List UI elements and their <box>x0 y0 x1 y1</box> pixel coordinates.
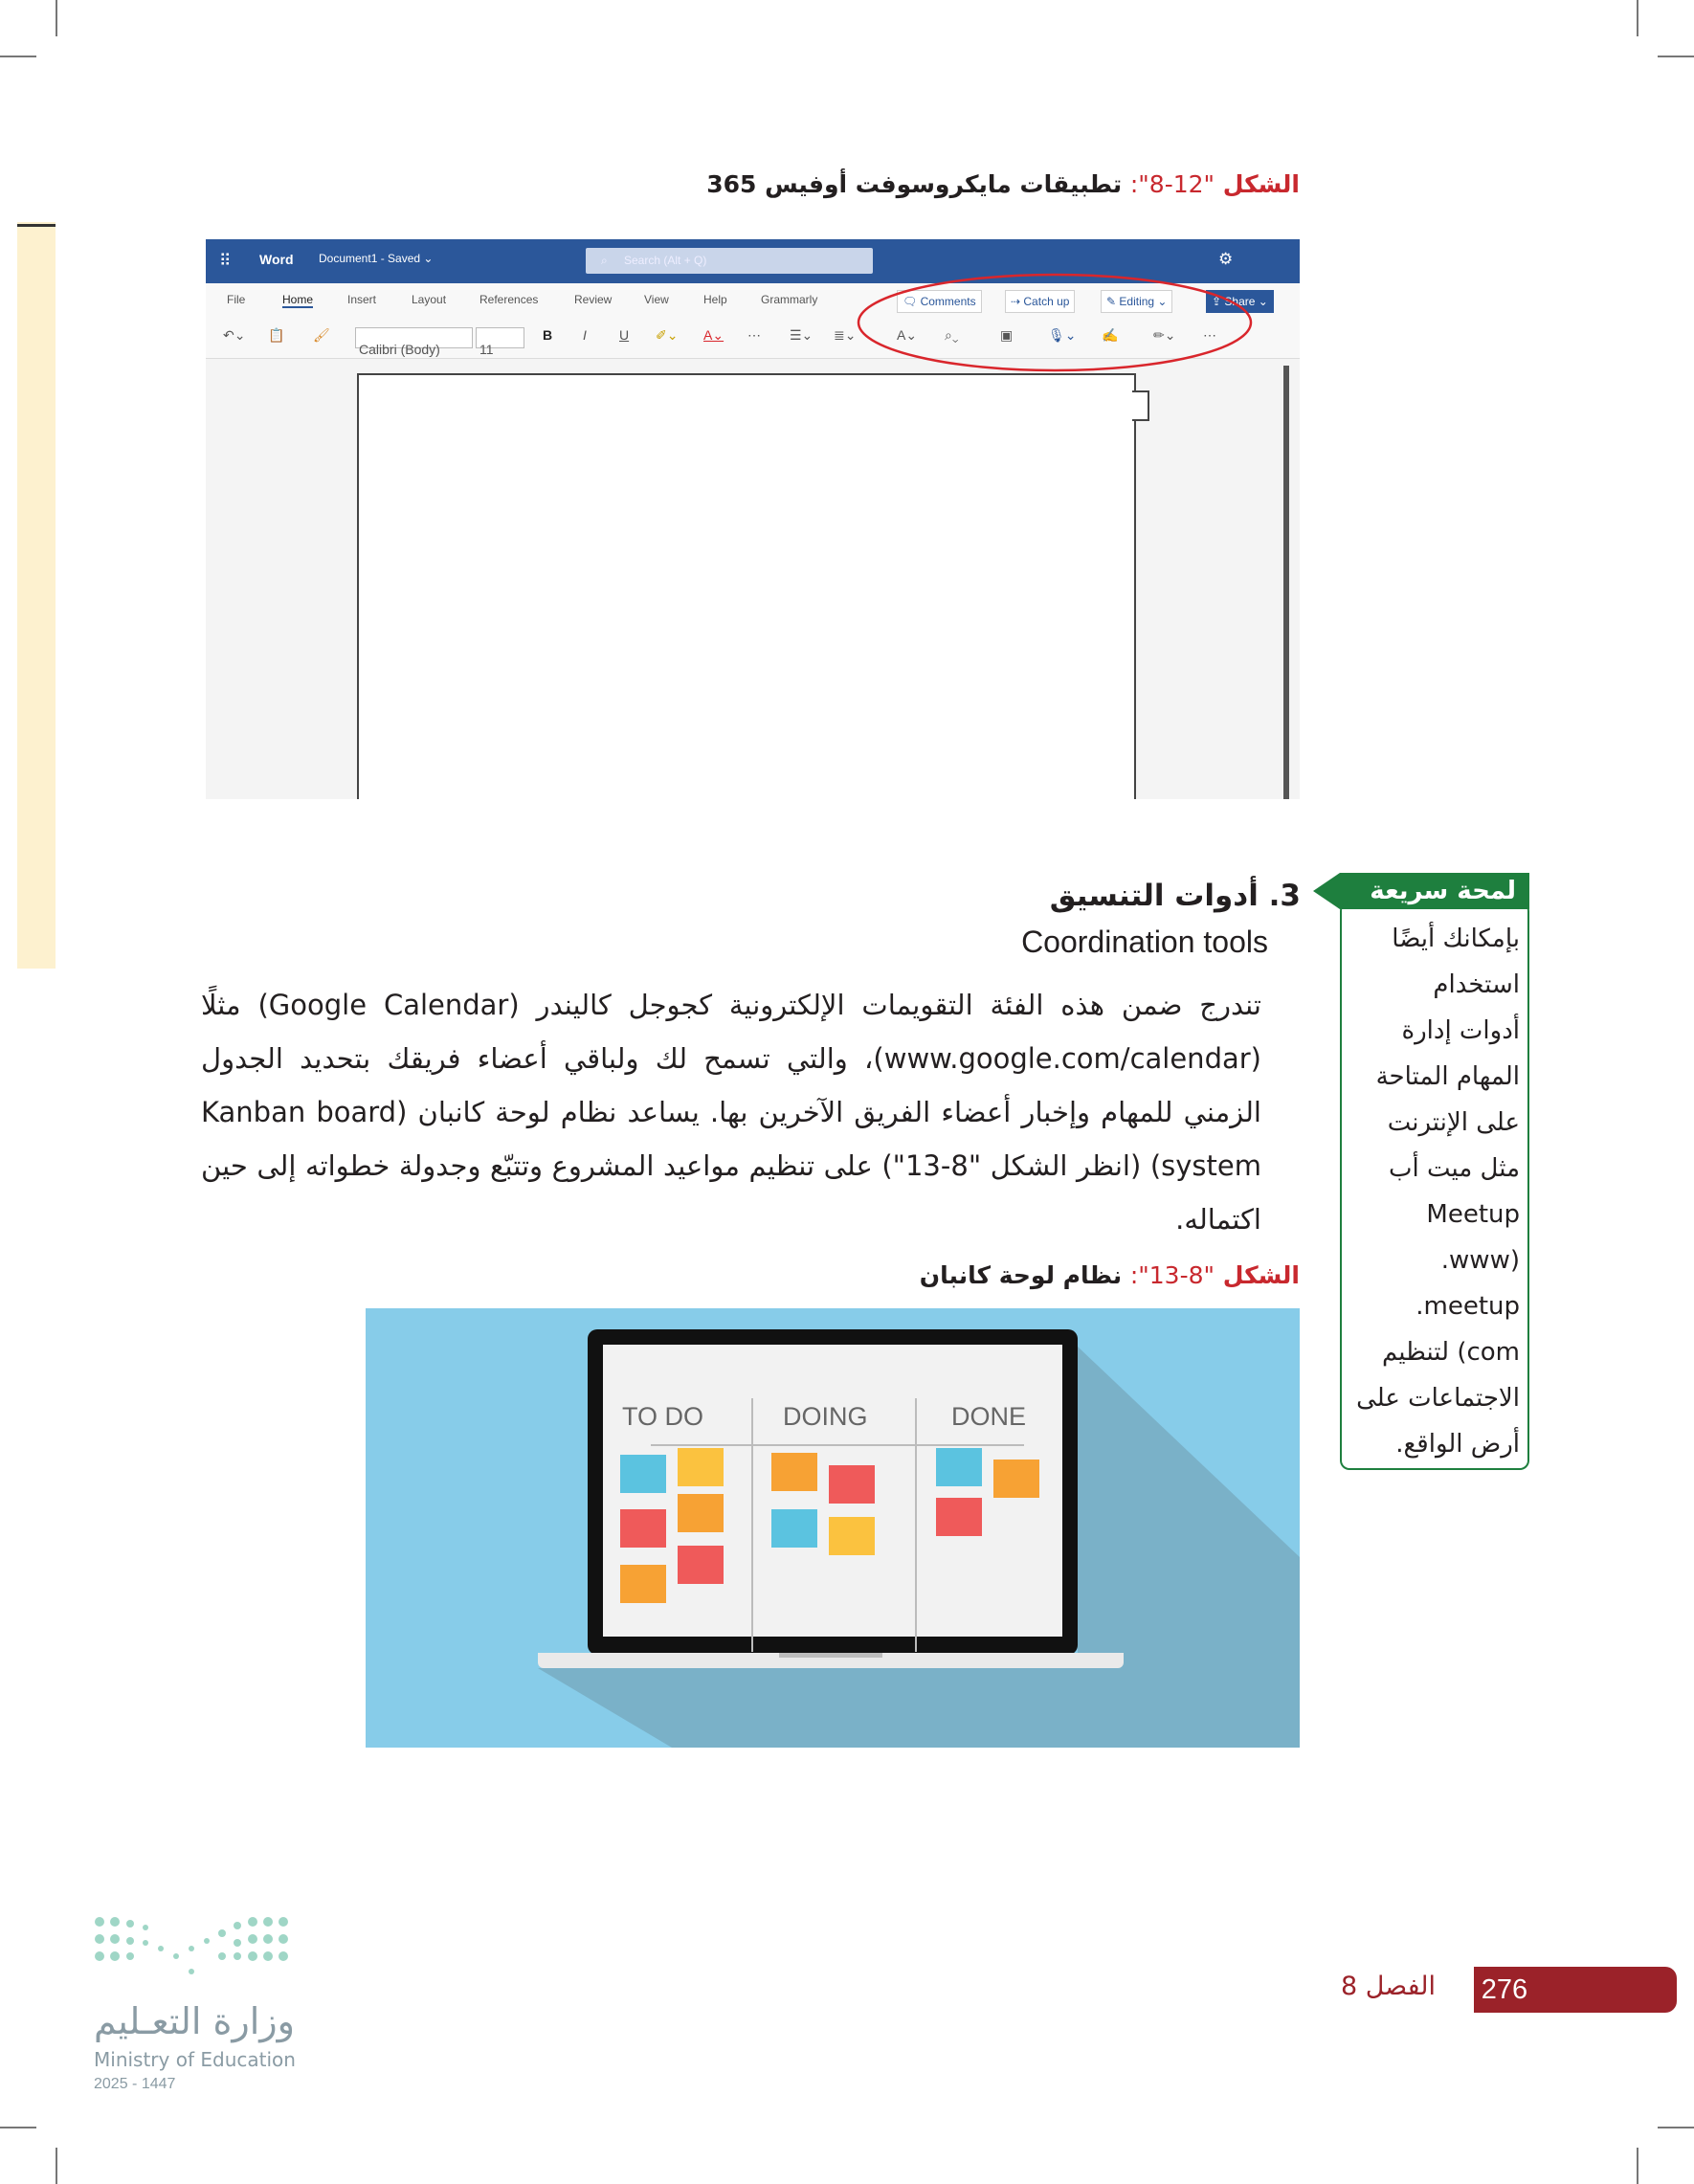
sidenote-line: بإمكانك أيضًا <box>1392 925 1520 953</box>
underline-icon[interactable]: U <box>619 327 630 343</box>
tab-file[interactable]: File <box>227 293 246 306</box>
sticky-note <box>620 1455 666 1493</box>
sidenote-line: أدوات إدارة <box>1401 1016 1520 1045</box>
find-icon[interactable]: ⌕⌄ <box>945 327 959 343</box>
sidenote-title-text: لمحة سريعة <box>1370 877 1516 905</box>
sticky-note <box>993 1460 1039 1498</box>
figure-label: الشكل <box>1222 170 1300 198</box>
sticky-note <box>771 1509 817 1548</box>
body-paragraph <box>201 978 1261 1246</box>
sticky-note <box>620 1509 666 1548</box>
highlight-overlay <box>206 239 1300 799</box>
sticky-note <box>678 1494 724 1532</box>
margin-strip-rule <box>17 224 56 227</box>
dictate-icon[interactable]: ▣ <box>1000 327 1014 343</box>
crop-mark <box>0 56 36 57</box>
ministry-name-ar: وزارة التعـليم <box>94 2000 296 2042</box>
sidenote-line: الاجتماعات على <box>1356 1384 1520 1413</box>
sticky-note <box>771 1453 817 1491</box>
sidenote-line: أرض الواقع. <box>1395 1430 1520 1459</box>
document-name[interactable]: Document1 - Saved ⌄ <box>319 252 434 265</box>
sidenote-line: (www. <box>1440 1246 1520 1275</box>
kanban-divider <box>915 1398 917 1652</box>
kanban-column-done: DONE <box>951 1402 1027 1431</box>
sticky-note <box>678 1448 724 1486</box>
tab-home[interactable]: Home <box>282 293 314 306</box>
comments-label: Comments <box>920 295 976 308</box>
paragraph-line: تندرج ضمن هذه الفئة التقويمات الإلكترونية كجوجل كاليندر (Google Calendar) مثلًا <box>201 989 1262 1021</box>
align-icon[interactable]: ≣⌄ <box>834 327 857 343</box>
share-button[interactable]: ⇪ Share ⌄ <box>1206 290 1274 313</box>
search-placeholder: Search (Alt + Q) <box>624 254 707 267</box>
app-name: Word <box>259 252 294 267</box>
tab-references[interactable]: References <box>479 293 539 306</box>
section-heading-en: Coordination tools <box>1021 925 1268 959</box>
highlight-icon[interactable]: ✐⌄ <box>656 327 679 343</box>
gear-icon[interactable]: ⚙ <box>1218 250 1234 268</box>
figure-number: "8-13": <box>1129 1261 1215 1289</box>
app-launcher-icon[interactable]: ⠿ <box>219 252 232 270</box>
sidenote-line: استخدام <box>1433 970 1520 999</box>
kanban-divider <box>751 1398 753 1652</box>
paragraph-line: (www.google.com/calendar)، والتي تسمح لك ولباقي أعضاء فريقك بتحديد الجدول <box>201 1042 1261 1075</box>
comments-button[interactable]: 🗨 Comments <box>897 290 982 313</box>
editor-icon[interactable]: ✍ <box>1102 327 1119 343</box>
editing-button[interactable]: ✎ Editing ⌄ <box>1101 290 1172 313</box>
ministry-name-en: Ministry of Education <box>94 2048 296 2071</box>
font-name-value: Calibri (Body) <box>359 342 440 357</box>
catch-up-label: Catch up <box>1023 295 1070 308</box>
paragraph-line: system) (انظر الشكل "8-13") على تنظيم مواعيد المشروع وتتبّع وجدولة خطواته إلى حين <box>201 1149 1261 1182</box>
laptop-notch <box>779 1653 882 1658</box>
crop-mark <box>56 2148 57 2184</box>
more-options-icon[interactable]: ⋯ <box>1203 327 1216 343</box>
ministry-logo <box>92 1914 302 1991</box>
format-painter-icon[interactable]: 🖌 <box>313 327 330 343</box>
crop-mark <box>0 2127 36 2128</box>
sidenote-line: meetup. <box>1415 1292 1520 1321</box>
crop-mark <box>1658 56 1694 57</box>
sidenote-line: com) لتنظيم <box>1381 1338 1520 1367</box>
editing-label: Editing ⌄ <box>1119 295 1168 308</box>
sidenote-line: على الإنترنت <box>1387 1108 1520 1137</box>
paragraph-line: الزمني للمهام وإخبار أعضاء الفريق الآخرين بها. يساعد نظام لوحة كانبان (Kanban board <box>201 1096 1261 1128</box>
figure-title: نظام لوحة كانبان <box>919 1261 1123 1289</box>
figure-title: تطبيقات مايكروسوفت أوفيس 365 <box>706 170 1123 198</box>
crop-mark <box>1637 0 1638 36</box>
dictate-mic-icon[interactable]: 🎙⌄ <box>1048 327 1077 343</box>
kanban-column-todo: TO DO <box>622 1402 704 1431</box>
sidenote-line: Meetup <box>1426 1200 1520 1229</box>
tab-layout[interactable]: Layout <box>412 293 447 306</box>
paragraph-line: اكتماله. <box>1175 1203 1261 1236</box>
sticky-note <box>829 1465 875 1504</box>
sidenote-line: مثل ميت أب <box>1389 1154 1520 1183</box>
designer-icon[interactable]: ✏⌄ <box>1153 327 1176 343</box>
bold-icon[interactable]: B <box>543 327 553 343</box>
tab-grammarly[interactable]: Grammarly <box>761 293 818 306</box>
search-icon: ⌕ <box>601 254 608 267</box>
word-screenshot <box>206 239 1300 799</box>
sticky-note <box>829 1517 875 1555</box>
crop-mark <box>1658 2127 1694 2128</box>
figure-label: الشكل <box>1222 1261 1300 1289</box>
undo-icon[interactable]: ↶⌄ <box>223 327 246 343</box>
figure-caption-1 <box>706 170 1300 198</box>
sticky-note <box>620 1565 666 1603</box>
sticky-note <box>936 1448 982 1486</box>
tab-help[interactable]: Help <box>703 293 727 306</box>
figure-number: "12-8": <box>1129 170 1215 198</box>
share-label: Share ⌄ <box>1224 295 1268 308</box>
sidenote-line: المهام المتاحة <box>1375 1062 1520 1091</box>
sidenote-arrow <box>1313 873 1340 909</box>
font-size-value: 11 <box>479 342 494 357</box>
page-number: 276 <box>1481 1974 1528 2005</box>
crop-mark <box>56 0 57 36</box>
font-color-icon[interactable]: A⌄ <box>703 327 724 343</box>
italic-icon[interactable]: I <box>583 327 587 343</box>
sticky-note <box>678 1546 724 1584</box>
bullets-icon[interactable]: ☰⌄ <box>790 327 814 343</box>
crop-mark <box>1637 2148 1638 2184</box>
sticky-note <box>936 1498 982 1536</box>
tab-review[interactable]: Review <box>574 293 613 306</box>
laptop-screen <box>603 1345 1062 1637</box>
more-font-icon[interactable]: ⋯ <box>747 327 761 343</box>
styles-icon[interactable]: A⌄ <box>897 327 918 343</box>
highlight-ellipse <box>858 275 1251 370</box>
figure-caption-2 <box>920 1261 1300 1289</box>
kanban-column-doing: DOING <box>783 1402 868 1431</box>
catch-up-button[interactable]: ⇢ Catch up <box>1005 290 1075 313</box>
tab-insert[interactable]: Insert <box>347 293 377 306</box>
tab-view[interactable]: View <box>644 293 669 306</box>
margin-strip <box>17 222 56 969</box>
section-heading-ar: 3. أدوات التنسيق <box>1049 879 1301 913</box>
kanban-header-rule <box>651 1444 1024 1446</box>
chapter-label: الفصل 8 <box>1340 1972 1436 2001</box>
paste-icon[interactable]: 📋 <box>268 327 285 343</box>
ministry-year: 2025 - 1447 <box>94 2076 176 2092</box>
kanban-illustration <box>366 1308 1300 1748</box>
